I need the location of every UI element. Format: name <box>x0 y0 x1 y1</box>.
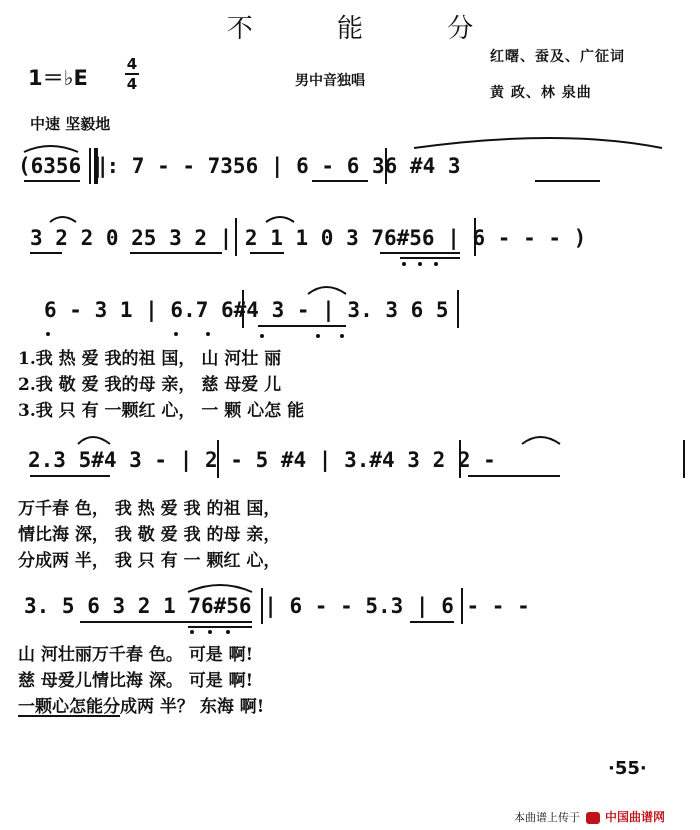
performance-type: 男中音独唱 <box>295 73 365 89</box>
lyric-verse1-line2: 万千春 色， 我 热 爱 我 的祖 国， <box>18 499 281 519</box>
lyric-verse1-line3: 山 河壮丽万千春 色。 可是 啊! <box>18 645 254 665</box>
lyric-verse2-line1: 2.我 敬 爱 我的母 亲， 慈 母爱 儿 <box>18 375 282 395</box>
lyric-verse3-line2: 分成两 半， 我 只 有 一 颗红 心， <box>18 551 281 571</box>
lyric-verse1-line1: 1.我 热 爱 我的祖 国， 山 河壮 丽 <box>18 349 282 369</box>
score-row-4: 2.3 5#4 3 - | 2 - 5 #4 | 3.#4 3 2 2 - <box>28 448 496 472</box>
tempo-marking: 中速 坚毅地 <box>30 115 111 133</box>
key-signature: 1＝♭E <box>28 66 88 90</box>
time-numerator: 4 <box>126 55 138 73</box>
lyric-verse3-line3: 一颗心怎能分成两 半？ 东海 啊! <box>18 697 265 717</box>
site-logo-icon <box>586 812 600 824</box>
lyric-verse2-line2: 情比海 深， 我 敬 爱 我 的母 亲， <box>18 525 281 545</box>
score-row-3: 6 - 3 1 | 6.7 6#4 3 - | 3. 3 6 5 <box>44 298 449 322</box>
song-title: 不 能 分 <box>226 14 512 44</box>
footer-source <box>514 808 665 825</box>
lyric-verse3-line1: 3.我 只 有 一颗红 心， 一 颗 心怎 能 <box>18 401 305 421</box>
footer-uploaded-text: 本曲谱上传于 <box>514 811 580 824</box>
lyricist-credit: 红曙、蚕及、广征词 <box>490 49 625 65</box>
lyric-verse2-line3: 慈 母爱儿情比海 深。 可是 啊! <box>18 671 254 691</box>
score-row-1: (6356 ‖: 7 - - 7356 | 6 - 6 36 #4 3 <box>18 154 461 178</box>
score-row-2: 3 2 2 0 25 3 2 | 2 1 1 0 3 76#56 | 6 - - - ) <box>30 226 587 250</box>
score-row-5: 3. 5 6 3 2 1 76#56 | 6 - - 5.3 | 6 - - - <box>24 594 530 618</box>
composer-credit: 黄 政、林 泉曲 <box>490 85 592 101</box>
time-denominator: 4 <box>126 75 138 93</box>
footer-site-name: 中国曲谱网 <box>605 810 666 824</box>
page-number: ·55· <box>608 758 647 779</box>
